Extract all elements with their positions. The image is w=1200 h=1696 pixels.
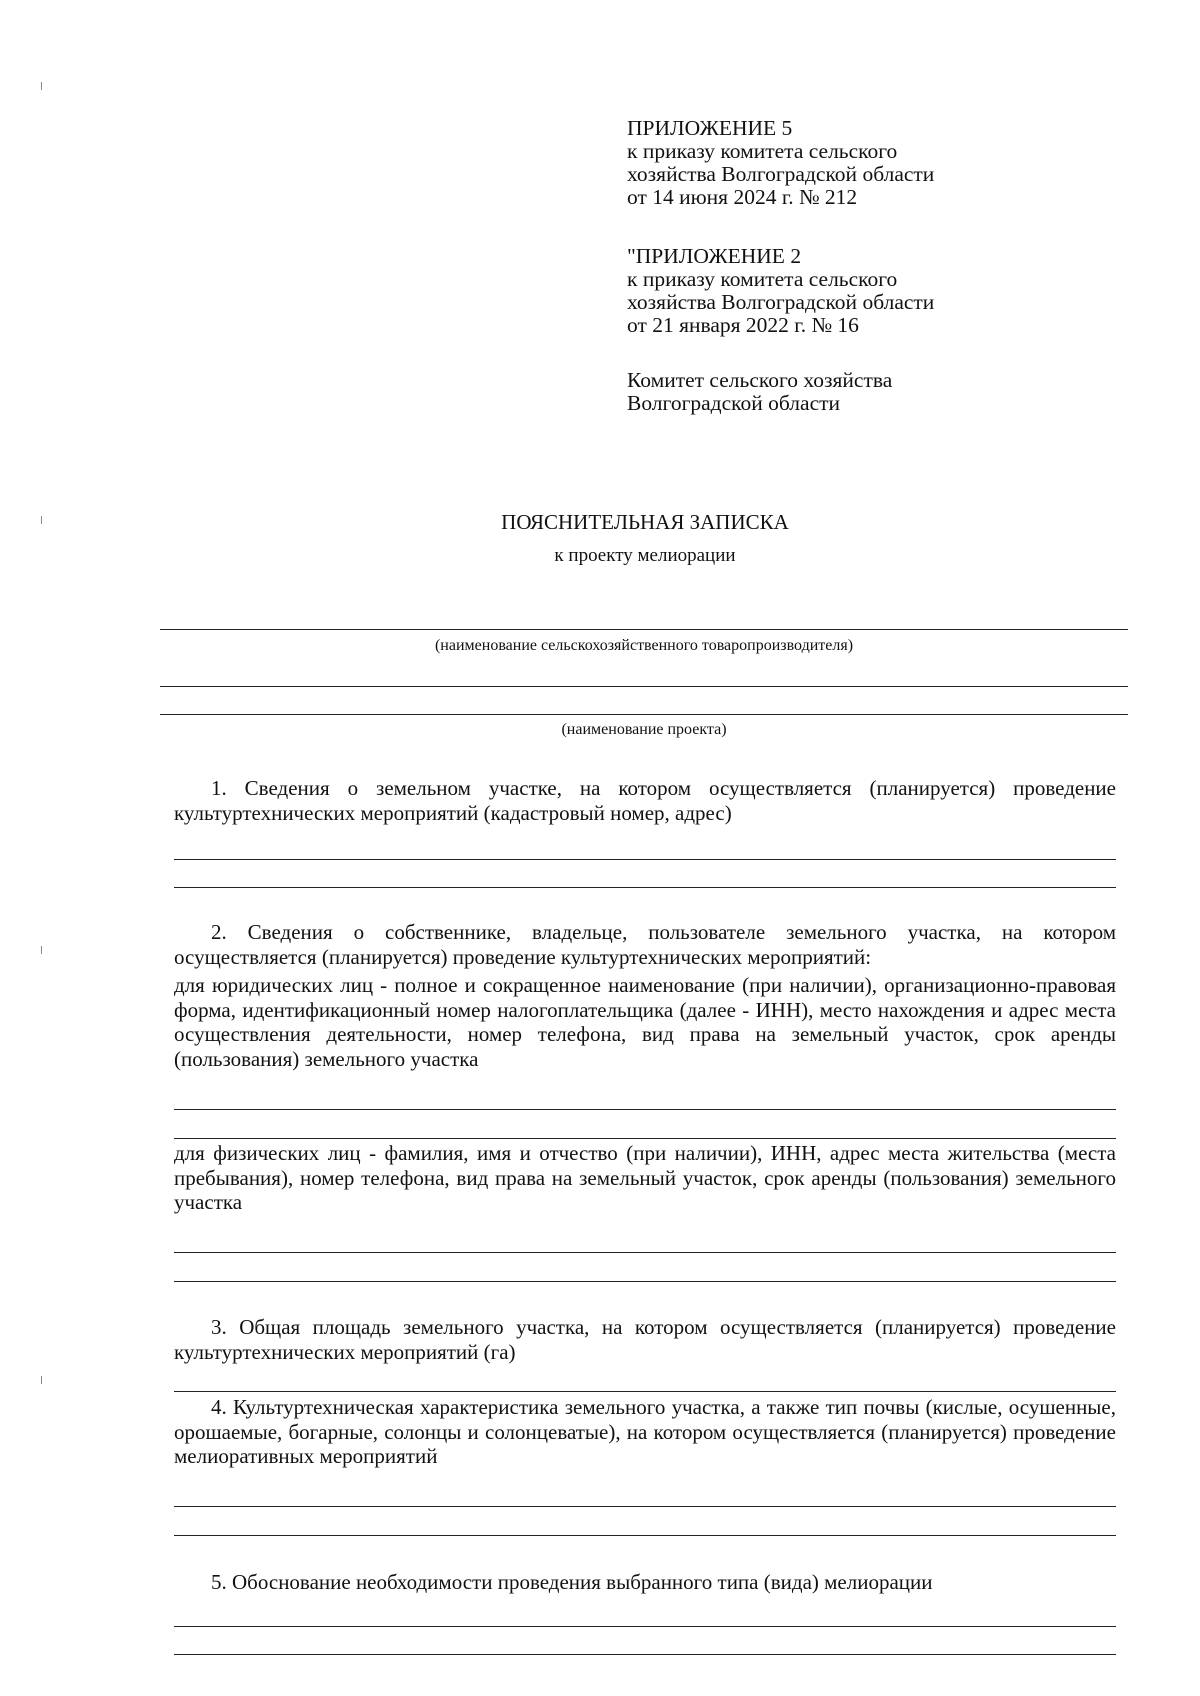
project-name-line	[160, 714, 1128, 715]
appendix-5-header	[627, 117, 934, 209]
producer-name-caption: (наименование сельскохозяйственного товаропроизводителя)	[434, 637, 854, 654]
section-2-legal-entities: для юридических лиц - полное и сокращенное наименование (при наличии), организационно-правовая форма, идентификационный номер налогоплательщика (далее - ИНН), место нахождения и адрес места осуществления деятельности, номер телефона, вид права на земельный участок, срок аренды (пользования) земельного участка	[174, 973, 1116, 1071]
appendix-5-title: ПРИЛОЖЕНИЕ 5	[627, 116, 793, 140]
section-3-text: 3. Общая площадь земельного участка, на котором осуществляется (планируется) проведение культуртехнических мероприятий (га)	[174, 1315, 1116, 1364]
section-1-line	[174, 887, 1116, 888]
project-name-caption: (наименование проекта)	[561, 721, 727, 738]
appendix-2-line: хозяйства Волгоградской области	[627, 290, 935, 314]
producer-name-line	[160, 629, 1128, 630]
document-title: ПОЯСНИТЕЛЬНАЯ ЗАПИСКА	[501, 510, 789, 534]
appendix-2-title: "ПРИЛОЖЕНИЕ 2	[627, 244, 802, 268]
committee-line: Волгоградской области	[627, 391, 841, 415]
appendix-5-line: хозяйства Волгоградской области	[627, 162, 935, 186]
section-5-line	[174, 1654, 1116, 1655]
section-4-text: 4. Культуртехническая характеристика земельного участка, а также тип почвы (кислые, осушенные, орошаемые, богарные, солонцы и солонцеватые), на котором осуществляется (планируется) проведение мелиоративных мероприятий	[174, 1395, 1116, 1468]
committee-line: Комитет сельского хозяйства	[627, 368, 893, 392]
section-2-line	[174, 1109, 1116, 1110]
section-1-line	[174, 859, 1116, 860]
appendix-2-header	[627, 245, 934, 337]
section-2-line	[174, 1252, 1116, 1253]
margin-mark	[41, 946, 42, 954]
section-2-individuals: для физических лиц - фамилия, имя и отчество (при наличии), ИНН, адрес места жительства (места пребывания), номер телефона, вид права на земельный участок, срок аренды (пользования) земельного участка	[174, 1141, 1116, 1214]
section-1-text: 1. Сведения о земельном участке, на котором осуществляется (планируется) проведение культуртехнических мероприятий (кадастровый номер, адрес)	[174, 776, 1116, 825]
section-3-line	[174, 1391, 1116, 1392]
section-4-line	[174, 1535, 1116, 1536]
producer-name-line	[160, 686, 1128, 687]
appendix-2-date: от 21 января 2022 г. № 16	[627, 313, 859, 337]
margin-mark	[41, 1376, 42, 1384]
section-5-line	[174, 1626, 1116, 1627]
section-5-text: 5. Обоснование необходимости проведения выбранного типа (вида) мелиорации	[211, 1570, 933, 1594]
appendix-2-line: к приказу комитета сельского	[627, 267, 898, 291]
section-2-text: 2. Сведения о собственнике, владельце, пользователе земельного участка, на котором осуществляется (планируется) проведение культуртехнических мероприятий:	[174, 920, 1116, 969]
margin-mark	[41, 82, 42, 90]
section-2-line	[174, 1281, 1116, 1282]
section-4-line	[174, 1506, 1116, 1507]
section-2-line	[174, 1138, 1116, 1139]
committee-addressee	[627, 369, 892, 415]
appendix-5-date: от 14 июня 2024 г. № 212	[627, 185, 858, 209]
appendix-5-line: к приказу комитета сельского	[627, 139, 898, 163]
document-subtitle: к проекту мелиорации	[554, 545, 736, 566]
